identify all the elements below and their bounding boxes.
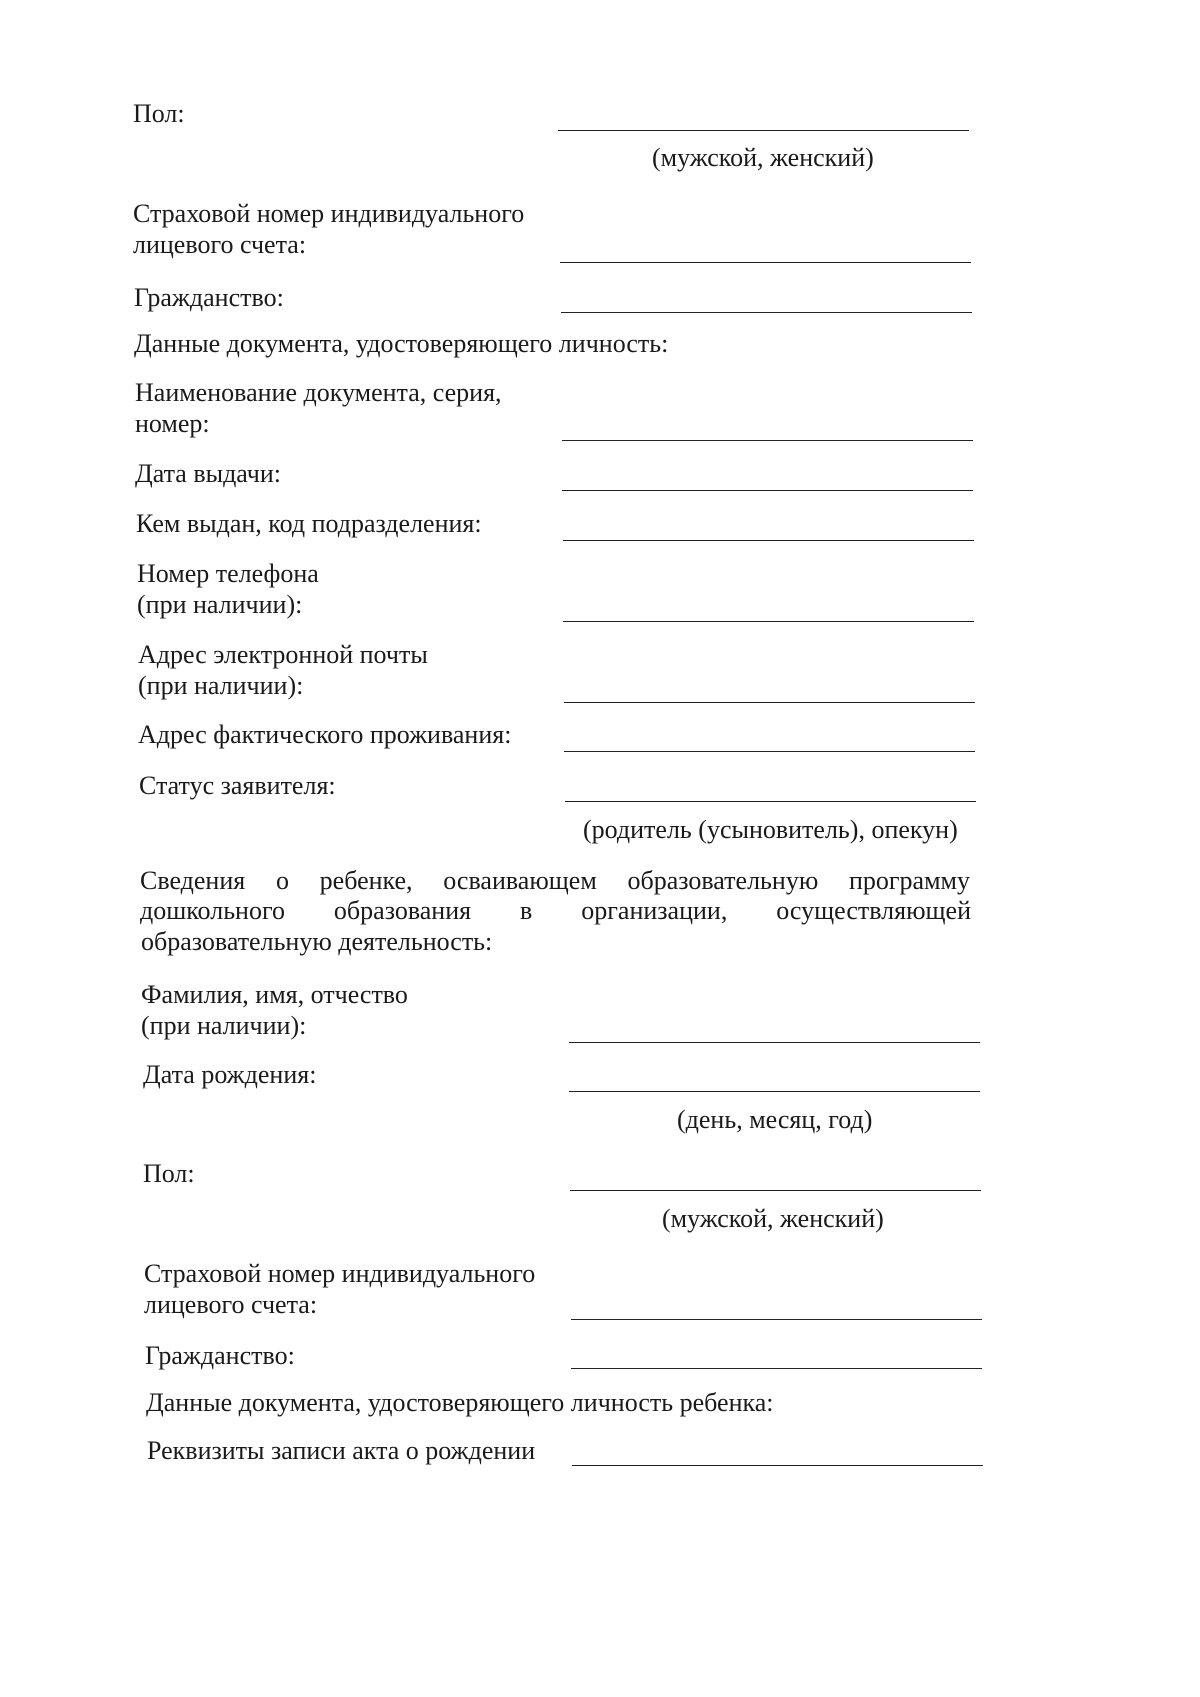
child-birth-date-hint: (день, месяц, год) xyxy=(677,1105,873,1134)
parent-citizenship-label: Гражданство: xyxy=(134,283,284,312)
parent-gender-hint: (мужской, женский) xyxy=(652,143,874,172)
child-birth-record-label: Реквизиты записи акта о рождении xyxy=(147,1436,536,1465)
parent-issued-by-field[interactable] xyxy=(563,540,974,541)
child-snils-field[interactable] xyxy=(571,1319,982,1320)
child-citizenship-label: Гражданство: xyxy=(145,1341,295,1370)
parent-email-field[interactable] xyxy=(564,702,975,703)
parent-gender-field[interactable] xyxy=(558,130,969,131)
child-intro-line1: Сведения о ребенке, осваивающем образовательную программу xyxy=(140,866,970,895)
parent-issue-date-field[interactable] xyxy=(562,490,973,491)
parent-id-doc-heading: Данные документа, удостоверяющего личность: xyxy=(134,329,669,358)
child-fio-label-line2: (при наличии): xyxy=(141,1011,307,1040)
parent-status-label: Статус заявителя: xyxy=(139,771,336,800)
child-gender-field[interactable] xyxy=(570,1190,981,1191)
child-birth-date-label: Дата рождения: xyxy=(143,1060,317,1089)
parent-address-label: Адрес фактического проживания: xyxy=(138,720,512,749)
child-fio-label-line1: Фамилия, имя, отчество xyxy=(141,980,408,1009)
parent-snils-label-line1: Страховой номер индивидуального xyxy=(133,199,525,228)
parent-phone-label-line2: (при наличии): xyxy=(137,590,303,619)
parent-phone-field[interactable] xyxy=(563,621,974,622)
child-id-doc-heading: Данные документа, удостоверяющего личность ребенка: xyxy=(146,1388,774,1417)
parent-citizenship-field[interactable] xyxy=(561,312,972,313)
child-intro-line3: образовательную деятельность: xyxy=(141,927,493,956)
parent-status-field[interactable] xyxy=(565,801,976,802)
parent-doc-name-field[interactable] xyxy=(562,440,973,441)
parent-gender-label: Пол: xyxy=(133,99,185,128)
parent-phone-label-line1: Номер телефона xyxy=(137,559,319,588)
child-gender-hint: (мужской, женский) xyxy=(662,1204,884,1233)
child-snils-label-line1: Страховой номер индивидуального xyxy=(144,1259,536,1288)
child-citizenship-field[interactable] xyxy=(571,1368,982,1369)
parent-email-label-line1: Адрес электронной почты xyxy=(138,640,428,669)
parent-address-field[interactable] xyxy=(564,751,975,752)
parent-issued-by-label: Кем выдан, код подразделения: xyxy=(136,509,482,538)
parent-issue-date-label: Дата выдачи: xyxy=(135,459,282,488)
parent-snils-field[interactable] xyxy=(560,262,971,263)
parent-doc-name-label-line1: Наименование документа, серия, xyxy=(135,378,502,407)
child-intro-line2: дошкольного образования в организации, осуществляющей xyxy=(140,896,971,925)
child-birth-date-field[interactable] xyxy=(569,1091,980,1092)
child-snils-label-line2: лицевого счета: xyxy=(144,1290,318,1319)
child-birth-record-field[interactable] xyxy=(572,1465,983,1466)
parent-snils-label-line2: лицевого счета: xyxy=(133,230,307,259)
child-fio-field[interactable] xyxy=(569,1042,980,1043)
child-gender-label: Пол: xyxy=(143,1159,195,1188)
parent-status-hint: (родитель (усыновитель), опекун) xyxy=(583,815,958,844)
parent-doc-name-label-line2: номер: xyxy=(135,409,210,438)
parent-email-label-line2: (при наличии): xyxy=(138,671,304,700)
